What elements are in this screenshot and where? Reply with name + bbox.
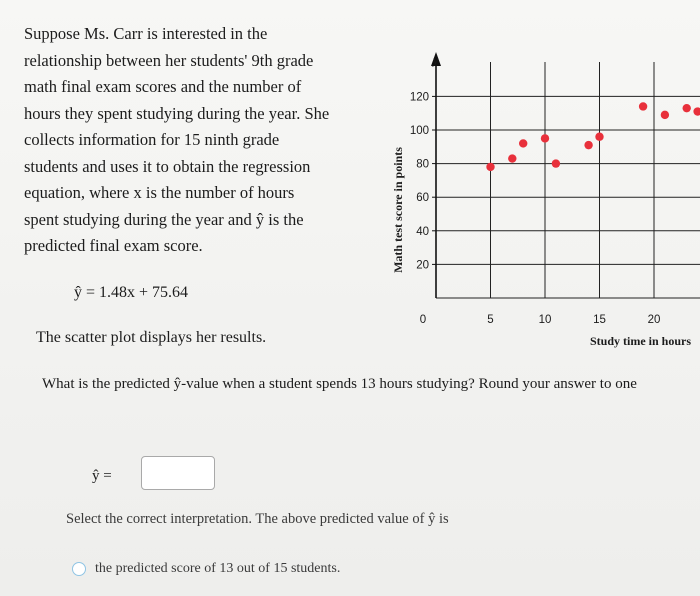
x-tick-label: 5 — [487, 314, 494, 326]
x-tick-labels — [420, 314, 700, 326]
y-tick-label: 40 — [416, 225, 429, 238]
intro-line: predicted final exam score. — [24, 236, 203, 255]
y-tick-label: 20 — [416, 259, 429, 272]
scatter-point — [508, 154, 516, 162]
scatter-point — [595, 133, 603, 141]
x-tick-label: 20 — [647, 314, 661, 326]
x-tick-label: 0 — [419, 314, 427, 326]
regression-equation: ŷ = 1.48x + 75.64 — [74, 284, 189, 301]
y-tick-labels — [410, 91, 429, 271]
x-tick-label: 15 — [593, 314, 606, 326]
scatter-points — [486, 102, 700, 171]
radio-button-icon[interactable] — [72, 562, 86, 576]
x-axis-title: Study time in hours — [590, 334, 692, 348]
scatter-point — [552, 159, 560, 167]
intro-line: collects information for 15 ninth grade — [24, 130, 280, 149]
intro-line: relationship between her students' 9th grade — [24, 50, 314, 70]
problem-intro — [24, 21, 374, 260]
intro-line: Suppose Ms. Carr is interested in the — [24, 24, 268, 43]
chart-axes — [431, 52, 441, 298]
y-axis-letter: y — [433, 53, 439, 67]
answer-label: ŷ = — [92, 468, 112, 484]
scatter-caption: The scatter plot displays her results. — [36, 329, 267, 346]
x-tick-label: 10 — [538, 314, 552, 326]
scatter-point — [519, 139, 527, 147]
scatter-point — [661, 111, 669, 119]
interpretation-prompt: Select the correct interpretation. The above predicted value of ŷ is — [66, 511, 449, 527]
option-radio[interactable] — [72, 559, 340, 579]
option-label: the predicted score of 13 out of 15 students. — [95, 561, 341, 576]
intro-line: equation, where x is the number of hours — [24, 183, 295, 202]
y-tick-label: 80 — [416, 158, 429, 171]
scatter-plot — [378, 40, 700, 352]
scatter-point — [541, 134, 549, 142]
scatter-point — [683, 104, 691, 112]
y-tick-label: 120 — [409, 91, 429, 104]
intro-line: math final exam scores and the number of — [24, 77, 302, 96]
question-text: What is the predicted ŷ-value when a student spends 13 hours studying? Round your answer to one — [42, 376, 637, 392]
scatter-point — [486, 163, 494, 171]
y-axis-title: Math test score in points — [391, 147, 405, 273]
intro-line: students and uses it to obtain the regression — [24, 156, 311, 176]
intro-line: hours they spent studying during the year. She — [24, 103, 330, 123]
scatter-point — [639, 102, 647, 110]
scatter-point — [584, 141, 592, 149]
scatter-point — [693, 107, 700, 115]
y-tick-label: 60 — [416, 192, 429, 205]
answer-input[interactable] — [141, 456, 215, 490]
intro-line: spent studying during the year and ŷ is the — [24, 209, 304, 229]
chart-grid — [436, 62, 700, 298]
y-tick-label: 100 — [409, 125, 429, 137]
